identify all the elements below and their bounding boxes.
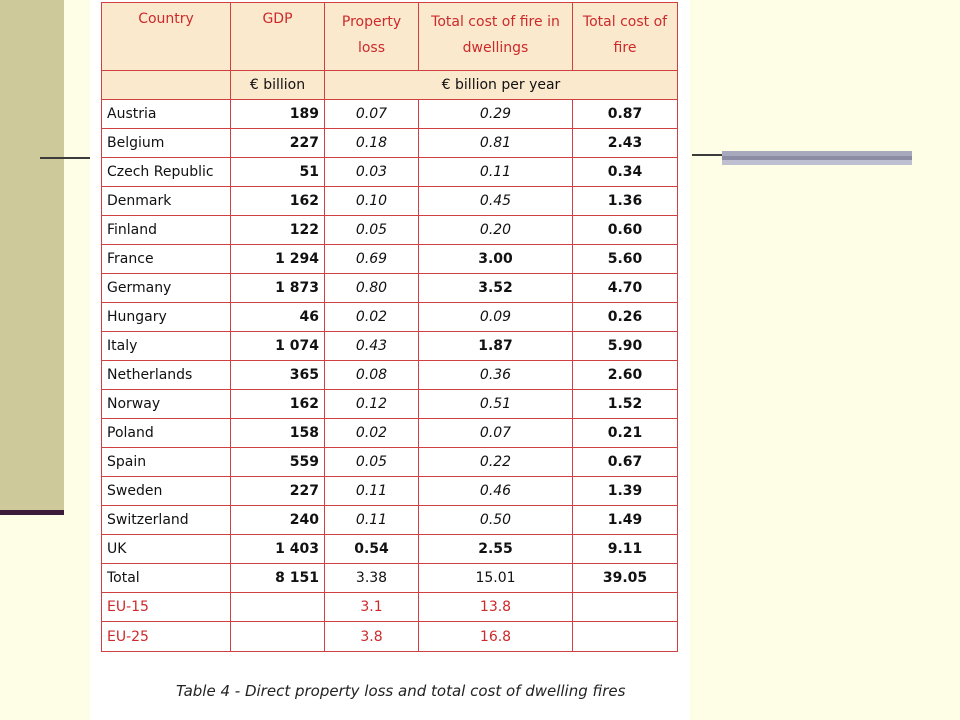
table-row bbox=[102, 419, 678, 448]
total-cost-cell: 2.60 bbox=[573, 361, 678, 390]
property-loss-cell: 3.38 bbox=[325, 564, 419, 593]
gdp-cell bbox=[231, 593, 325, 622]
gdp-cell: 365 bbox=[231, 361, 325, 390]
units-empty bbox=[102, 71, 231, 100]
table-units-row bbox=[102, 71, 678, 100]
units-gdp: € billion bbox=[231, 71, 325, 100]
dwellings-cost-cell: 0.20 bbox=[419, 216, 573, 245]
table-row bbox=[102, 332, 678, 361]
table-row bbox=[102, 535, 678, 564]
country-cell: Total bbox=[102, 564, 231, 593]
country-cell: Switzerland bbox=[102, 506, 231, 535]
country-cell: Finland bbox=[102, 216, 231, 245]
gdp-cell: 122 bbox=[231, 216, 325, 245]
header-country: Country bbox=[102, 3, 231, 71]
total-cost-cell: 0.67 bbox=[573, 448, 678, 477]
property-loss-cell: 0.05 bbox=[325, 216, 419, 245]
table-row bbox=[102, 274, 678, 303]
table-header-row bbox=[102, 3, 678, 71]
dwellings-cost-cell: 0.81 bbox=[419, 129, 573, 158]
table-row bbox=[102, 390, 678, 419]
table-row bbox=[102, 506, 678, 535]
decorative-rule-right bbox=[692, 154, 722, 156]
total-cost-cell: 0.26 bbox=[573, 303, 678, 332]
property-loss-cell: 0.54 bbox=[325, 535, 419, 564]
decorative-bar-right bbox=[722, 151, 912, 165]
dwellings-cost-cell: 0.22 bbox=[419, 448, 573, 477]
dwellings-cost-cell: 3.52 bbox=[419, 274, 573, 303]
dwellings-cost-cell: 16.8 bbox=[419, 622, 573, 652]
property-loss-cell: 0.11 bbox=[325, 506, 419, 535]
country-cell: EU-15 bbox=[102, 593, 231, 622]
table-row bbox=[102, 158, 678, 187]
total-cost-cell: 5.60 bbox=[573, 245, 678, 274]
dwellings-cost-cell: 1.87 bbox=[419, 332, 573, 361]
country-cell: Norway bbox=[102, 390, 231, 419]
table-row bbox=[102, 129, 678, 158]
gdp-cell: 1 403 bbox=[231, 535, 325, 564]
gdp-cell: 1 294 bbox=[231, 245, 325, 274]
property-loss-cell: 0.05 bbox=[325, 448, 419, 477]
dwellings-cost-cell: 0.46 bbox=[419, 477, 573, 506]
country-cell: Austria bbox=[102, 100, 231, 129]
total-cost-cell: 4.70 bbox=[573, 274, 678, 303]
country-cell: EU-25 bbox=[102, 622, 231, 652]
table-row bbox=[102, 361, 678, 390]
country-cell: Sweden bbox=[102, 477, 231, 506]
dwellings-cost-cell: 0.45 bbox=[419, 187, 573, 216]
gdp-cell: 158 bbox=[231, 419, 325, 448]
property-loss-cell: 0.02 bbox=[325, 303, 419, 332]
total-cost-cell: 0.21 bbox=[573, 419, 678, 448]
country-cell: UK bbox=[102, 535, 231, 564]
total-cost-cell: 1.36 bbox=[573, 187, 678, 216]
total-cost-cell bbox=[573, 622, 678, 652]
total-cost-cell: 1.52 bbox=[573, 390, 678, 419]
gdp-cell: 162 bbox=[231, 187, 325, 216]
country-cell: Czech Republic bbox=[102, 158, 231, 187]
units-per-year: € billion per year bbox=[325, 71, 678, 100]
total-cost-cell: 0.60 bbox=[573, 216, 678, 245]
total-cost-cell: 2.43 bbox=[573, 129, 678, 158]
decorative-rule-left bbox=[40, 157, 92, 159]
country-cell: Denmark bbox=[102, 187, 231, 216]
total-cost-cell: 0.34 bbox=[573, 158, 678, 187]
total-cost-cell: 9.11 bbox=[573, 535, 678, 564]
table-row bbox=[102, 100, 678, 129]
gdp-cell: 189 bbox=[231, 100, 325, 129]
fire-cost-table bbox=[101, 2, 678, 652]
table-row bbox=[102, 303, 678, 332]
property-loss-cell: 0.80 bbox=[325, 274, 419, 303]
dwellings-cost-cell: 0.11 bbox=[419, 158, 573, 187]
property-loss-cell: 0.02 bbox=[325, 419, 419, 448]
country-cell: Hungary bbox=[102, 303, 231, 332]
dwellings-cost-cell: 3.00 bbox=[419, 245, 573, 274]
dwellings-cost-cell: 0.36 bbox=[419, 361, 573, 390]
gdp-cell: 227 bbox=[231, 129, 325, 158]
table-row bbox=[102, 564, 678, 593]
table-row bbox=[102, 216, 678, 245]
header-cost-dwellings: Total cost of fire in dwellings bbox=[419, 3, 573, 71]
header-property-loss: Property loss bbox=[325, 3, 419, 71]
table-row bbox=[102, 187, 678, 216]
gdp-cell: 1 074 bbox=[231, 332, 325, 361]
country-cell: Italy bbox=[102, 332, 231, 361]
dwellings-cost-cell: 0.07 bbox=[419, 419, 573, 448]
gdp-cell: 51 bbox=[231, 158, 325, 187]
table-row bbox=[102, 245, 678, 274]
country-cell: France bbox=[102, 245, 231, 274]
dwellings-cost-cell: 2.55 bbox=[419, 535, 573, 564]
total-cost-cell: 39.05 bbox=[573, 564, 678, 593]
property-loss-cell: 0.69 bbox=[325, 245, 419, 274]
table-row bbox=[102, 448, 678, 477]
total-cost-cell: 1.49 bbox=[573, 506, 678, 535]
dwellings-cost-cell: 15.01 bbox=[419, 564, 573, 593]
header-total-cost: Total cost of fire bbox=[573, 3, 678, 71]
property-loss-cell: 0.12 bbox=[325, 390, 419, 419]
dwellings-cost-cell: 13.8 bbox=[419, 593, 573, 622]
dwellings-cost-cell: 0.09 bbox=[419, 303, 573, 332]
property-loss-cell: 0.03 bbox=[325, 158, 419, 187]
total-cost-cell: 5.90 bbox=[573, 332, 678, 361]
side-accent-bar bbox=[0, 0, 64, 510]
side-accent-underline bbox=[0, 510, 64, 515]
gdp-cell bbox=[231, 622, 325, 652]
table-row bbox=[102, 622, 678, 652]
gdp-cell: 559 bbox=[231, 448, 325, 477]
gdp-cell: 240 bbox=[231, 506, 325, 535]
country-cell: Belgium bbox=[102, 129, 231, 158]
country-cell: Germany bbox=[102, 274, 231, 303]
property-loss-cell: 3.1 bbox=[325, 593, 419, 622]
dwellings-cost-cell: 0.51 bbox=[419, 390, 573, 419]
country-cell: Poland bbox=[102, 419, 231, 448]
dwellings-cost-cell: 0.29 bbox=[419, 100, 573, 129]
table-row bbox=[102, 593, 678, 622]
gdp-cell: 46 bbox=[231, 303, 325, 332]
property-loss-cell: 0.18 bbox=[325, 129, 419, 158]
gdp-cell: 227 bbox=[231, 477, 325, 506]
country-cell: Netherlands bbox=[102, 361, 231, 390]
property-loss-cell: 3.8 bbox=[325, 622, 419, 652]
table-caption: Table 4 - Direct property loss and total cost of dwelling fires bbox=[176, 682, 626, 700]
property-loss-cell: 0.11 bbox=[325, 477, 419, 506]
total-cost-cell: 1.39 bbox=[573, 477, 678, 506]
gdp-cell: 8 151 bbox=[231, 564, 325, 593]
property-loss-cell: 0.07 bbox=[325, 100, 419, 129]
property-loss-cell: 0.43 bbox=[325, 332, 419, 361]
property-loss-cell: 0.10 bbox=[325, 187, 419, 216]
total-cost-cell: 0.87 bbox=[573, 100, 678, 129]
gdp-cell: 1 873 bbox=[231, 274, 325, 303]
property-loss-cell: 0.08 bbox=[325, 361, 419, 390]
dwellings-cost-cell: 0.50 bbox=[419, 506, 573, 535]
country-cell: Spain bbox=[102, 448, 231, 477]
table-row bbox=[102, 477, 678, 506]
header-gdp: GDP bbox=[231, 3, 325, 71]
gdp-cell: 162 bbox=[231, 390, 325, 419]
total-cost-cell bbox=[573, 593, 678, 622]
